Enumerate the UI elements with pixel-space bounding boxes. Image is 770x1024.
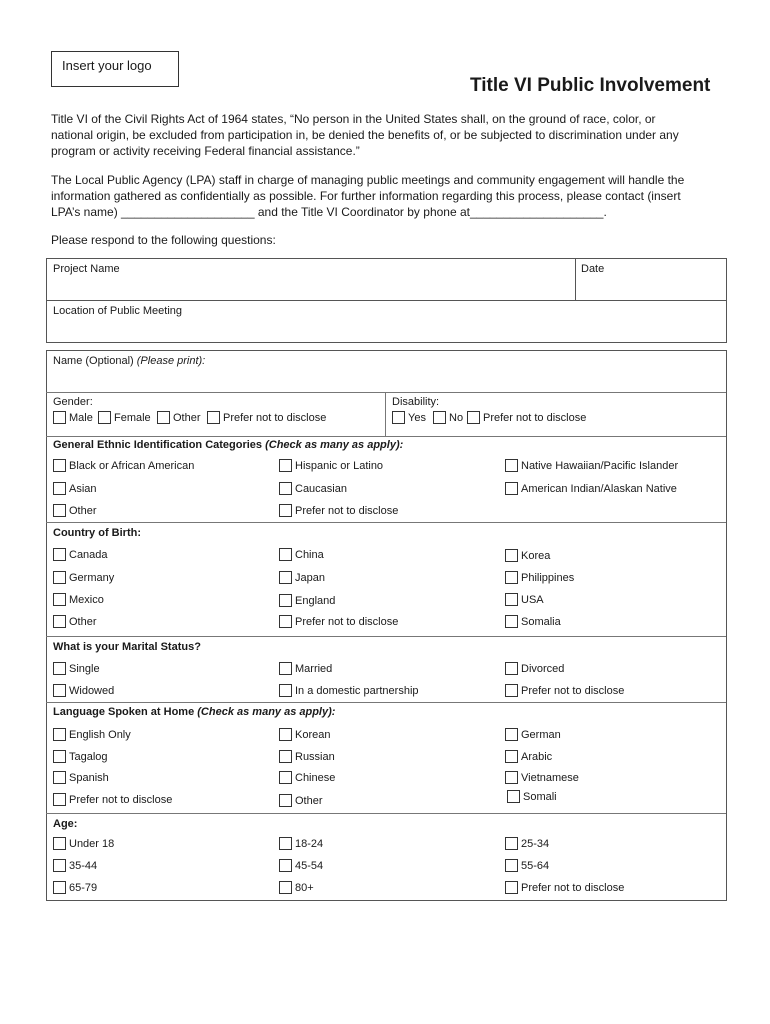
option-label: Caucasian	[295, 482, 347, 495]
ethnic-heading	[53, 439, 403, 451]
option-label: Married	[295, 662, 333, 675]
option-label: Single	[69, 662, 100, 675]
country-option[interactable]	[279, 594, 335, 607]
lpa-paragraph	[51, 172, 731, 220]
checkbox[interactable]	[53, 482, 66, 495]
checkbox[interactable]	[433, 411, 446, 424]
marital-option[interactable]	[279, 662, 332, 675]
country-option[interactable]	[53, 548, 108, 561]
option-label: Asian	[69, 482, 97, 495]
divider	[46, 436, 726, 437]
checkbox[interactable]	[279, 881, 292, 894]
checkbox[interactable]	[98, 411, 111, 424]
checkbox[interactable]	[279, 662, 292, 675]
age-option[interactable]	[279, 859, 323, 872]
option-label: 55-64	[521, 859, 550, 872]
checkbox[interactable]	[505, 482, 518, 495]
option-label: Other	[69, 504, 97, 517]
divider	[46, 392, 726, 393]
age-option[interactable]	[505, 859, 549, 872]
ethnic-hint: (Check as many as apply):	[265, 439, 404, 451]
option-label: Female	[114, 411, 151, 424]
project-date-divider	[575, 258, 576, 300]
option-label: Prefer not to disclose	[295, 504, 399, 517]
country-option[interactable]	[279, 548, 324, 561]
age-option[interactable]	[505, 837, 549, 850]
option-label: Germany	[69, 571, 115, 584]
age-option[interactable]	[53, 881, 97, 894]
checkbox[interactable]	[505, 549, 518, 562]
option-label: Korean	[295, 728, 331, 741]
age-option[interactable]	[53, 859, 97, 872]
option-label: USA	[521, 593, 544, 606]
disability-option-yes[interactable]	[392, 411, 426, 424]
checkbox[interactable]	[279, 684, 292, 697]
paragraph-line: LPA’s name) ____________________ and the Title VI Coordinator by phone at____________________.	[51, 205, 607, 219]
page-title: Title VI Public Involvement	[470, 75, 711, 96]
checkbox[interactable]	[53, 411, 66, 424]
option-label: Russian	[295, 750, 335, 763]
age-option[interactable]	[279, 837, 323, 850]
ethnic-option[interactable]	[279, 504, 398, 517]
paragraph-line: Title VI of the Civil Rights Act of 1964 states, “No person in the United States shall, on the ground of race, color, or	[51, 112, 656, 126]
option-label: English Only	[69, 728, 131, 741]
checkbox[interactable]	[505, 615, 518, 628]
checkbox[interactable]	[505, 728, 518, 741]
checkbox[interactable]	[279, 728, 292, 741]
language-option[interactable]	[505, 728, 561, 741]
checkbox[interactable]	[279, 837, 292, 850]
gender-option-male[interactable]	[53, 411, 93, 424]
checkbox[interactable]	[53, 571, 66, 584]
option-label: Yes	[408, 411, 426, 424]
checkbox[interactable]	[505, 459, 518, 472]
language-option[interactable]	[53, 728, 131, 741]
marital-option[interactable]	[53, 684, 114, 697]
name-field[interactable]	[53, 355, 721, 391]
logo-placeholder: Insert your logo	[51, 51, 179, 87]
date-field[interactable]: Date	[581, 263, 605, 275]
checkbox[interactable]	[53, 459, 66, 472]
checkbox[interactable]	[279, 859, 292, 872]
project-row-divider	[46, 300, 727, 301]
paragraph-line: national origin, be excluded from participation in, be denied the benefits of, or be subjected to discrimination under any	[51, 128, 679, 142]
language-option[interactable]	[53, 793, 172, 806]
language-option[interactable]	[53, 750, 108, 763]
option-label: 45-54	[295, 859, 324, 872]
language-hint: (Check as many as apply):	[197, 706, 336, 718]
location-field[interactable]: Location of Public Meeting	[53, 305, 183, 317]
country-option[interactable]	[53, 593, 104, 606]
checkbox[interactable]	[507, 790, 520, 803]
ethnic-option[interactable]	[53, 482, 97, 495]
country-option[interactable]	[53, 615, 97, 628]
checkbox[interactable]	[279, 750, 292, 763]
paragraph-line: The Local Public Agency (LPA) staff in charge of managing public meetings and community engagement will handle the	[51, 173, 685, 187]
ethnic-heading-text: General Ethnic Identification Categories	[53, 439, 263, 451]
option-label: Other	[295, 794, 323, 807]
checkbox[interactable]	[53, 684, 66, 697]
checkbox[interactable]	[505, 859, 518, 872]
checkbox[interactable]	[53, 793, 66, 806]
option-label: No	[449, 411, 464, 424]
checkbox[interactable]	[279, 504, 292, 517]
option-label: Somalia	[521, 615, 561, 628]
checkbox[interactable]	[53, 615, 66, 628]
option-label: Arabic	[521, 750, 553, 763]
disability-option-no[interactable]	[433, 411, 463, 424]
checkbox[interactable]	[279, 482, 292, 495]
option-label: Prefer not to disclose	[521, 881, 625, 894]
gender-option-other[interactable]	[157, 411, 201, 424]
marital-heading: What is your Marital Status?	[53, 641, 201, 653]
option-label: Korea	[521, 549, 551, 562]
option-label: Japan	[295, 571, 325, 584]
gender-label: Gender:	[53, 396, 93, 408]
checkbox[interactable]	[53, 504, 66, 517]
language-option[interactable]	[279, 750, 335, 763]
option-label: Prefer not to disclose	[69, 793, 173, 806]
option-label: Other	[69, 615, 97, 628]
language-option[interactable]	[53, 771, 109, 784]
checkbox[interactable]	[279, 571, 292, 584]
option-label: American Indian/Alaskan Native	[521, 482, 677, 495]
country-option[interactable]	[279, 571, 325, 584]
checkbox[interactable]	[505, 684, 518, 697]
option-label: England	[295, 594, 336, 607]
civil-rights-paragraph	[51, 111, 731, 159]
ethnic-option[interactable]	[505, 459, 678, 472]
language-option[interactable]	[505, 771, 579, 784]
option-label: In a domestic partnership	[295, 684, 419, 697]
language-option[interactable]	[279, 794, 323, 807]
country-option[interactable]	[505, 571, 574, 584]
option-label: 35-44	[69, 859, 98, 872]
checkbox[interactable]	[505, 571, 518, 584]
marital-option[interactable]	[279, 684, 419, 697]
divider	[46, 636, 726, 637]
option-label: Spanish	[69, 771, 109, 784]
checkbox[interactable]	[279, 794, 292, 807]
option-label: 80+	[295, 881, 314, 894]
option-label: Other	[173, 411, 201, 424]
option-label: Male	[69, 411, 93, 424]
option-label: Prefer not to disclose	[295, 615, 399, 628]
checkbox[interactable]	[279, 615, 292, 628]
ethnic-option[interactable]	[53, 504, 97, 517]
age-option[interactable]	[279, 881, 314, 894]
country-heading: Country of Birth:	[53, 527, 141, 539]
checkbox[interactable]	[392, 411, 405, 424]
checkbox[interactable]	[157, 411, 170, 424]
option-label: Prefer not to disclose	[223, 411, 327, 424]
checkbox[interactable]	[505, 771, 518, 784]
ethnic-option[interactable]	[53, 459, 194, 472]
divider	[46, 813, 726, 814]
option-label: Under 18	[69, 837, 115, 850]
checkbox[interactable]	[505, 881, 518, 894]
ethnic-option[interactable]	[279, 482, 347, 495]
age-option[interactable]	[53, 837, 114, 850]
checkbox[interactable]	[467, 411, 480, 424]
checkbox[interactable]	[53, 771, 66, 784]
age-heading: Age:	[53, 818, 78, 830]
option-label: 25-34	[521, 837, 550, 850]
checkbox[interactable]	[505, 750, 518, 763]
checkbox[interactable]	[53, 728, 66, 741]
gender-option-female[interactable]	[98, 411, 151, 424]
checkbox[interactable]	[505, 593, 518, 606]
option-label: Widowed	[69, 684, 115, 697]
age-option[interactable]	[505, 881, 624, 894]
option-label: Mexico	[69, 593, 104, 606]
option-label: Black or African American	[69, 459, 195, 472]
option-label: Hispanic or Latino	[295, 459, 384, 472]
marital-option[interactable]	[53, 662, 100, 675]
option-label: China	[295, 548, 324, 561]
marital-option[interactable]	[505, 684, 624, 697]
country-option[interactable]	[505, 549, 550, 562]
option-label: Chinese	[295, 771, 336, 784]
option-label: German	[521, 728, 561, 741]
checkbox[interactable]	[279, 771, 292, 784]
paragraph-line: program or activity receiving Federal financial assistance.”	[51, 144, 360, 158]
divider	[46, 522, 726, 523]
checkbox[interactable]	[53, 548, 66, 561]
option-label: 65-79	[69, 881, 98, 894]
paragraph-line: information gathered as confidentially as possible. For further information regarding this process, please contact (insert	[51, 189, 681, 203]
divider	[46, 702, 726, 703]
language-option[interactable]	[279, 771, 335, 784]
ethnic-option[interactable]	[279, 459, 383, 472]
checkbox[interactable]	[53, 859, 66, 872]
ethnic-option[interactable]	[505, 482, 677, 495]
disability-label: Disability:	[392, 396, 440, 408]
gender-option-prefer-not[interactable]	[207, 411, 326, 424]
gender-disability-divider	[385, 392, 386, 436]
language-heading-text: Language Spoken at Home	[53, 706, 195, 718]
checkbox[interactable]	[279, 594, 292, 607]
language-option[interactable]	[507, 790, 557, 803]
option-label: Vietnamese	[521, 771, 579, 784]
option-label: Somali	[523, 790, 557, 803]
option-label: Prefer not to disclose	[521, 684, 625, 697]
option-label: Prefer not to disclose	[483, 411, 587, 424]
option-label: 18-24	[295, 837, 324, 850]
checkbox[interactable]	[505, 837, 518, 850]
language-option[interactable]	[505, 750, 552, 763]
marital-option[interactable]	[505, 662, 564, 675]
language-heading	[53, 706, 335, 718]
disability-option-prefer-not[interactable]	[467, 411, 586, 424]
project-name-field[interactable]: Project Name	[53, 263, 120, 275]
checkbox[interactable]	[53, 662, 66, 675]
option-label: Philippines	[521, 571, 575, 584]
checkbox[interactable]	[53, 837, 66, 850]
checkbox[interactable]	[53, 593, 66, 606]
checkbox[interactable]	[53, 750, 66, 763]
country-option[interactable]	[505, 615, 561, 628]
country-option[interactable]	[505, 593, 544, 606]
option-label: Canada	[69, 548, 108, 561]
checkbox[interactable]	[505, 662, 518, 675]
country-option[interactable]	[53, 571, 114, 584]
option-label: Native Hawaiian/Pacific Islander	[521, 459, 679, 472]
checkbox[interactable]	[207, 411, 220, 424]
respond-instruction: Please respond to the following questions:	[51, 233, 276, 247]
option-label: Tagalog	[69, 750, 108, 763]
name-label: Name (Optional)	[53, 355, 134, 367]
language-option[interactable]	[279, 728, 330, 741]
name-hint: (Please print):	[136, 355, 206, 367]
checkbox[interactable]	[53, 881, 66, 894]
checkbox[interactable]	[279, 459, 292, 472]
option-label: Divorced	[521, 662, 565, 675]
country-option[interactable]	[279, 615, 398, 628]
checkbox[interactable]	[279, 548, 292, 561]
